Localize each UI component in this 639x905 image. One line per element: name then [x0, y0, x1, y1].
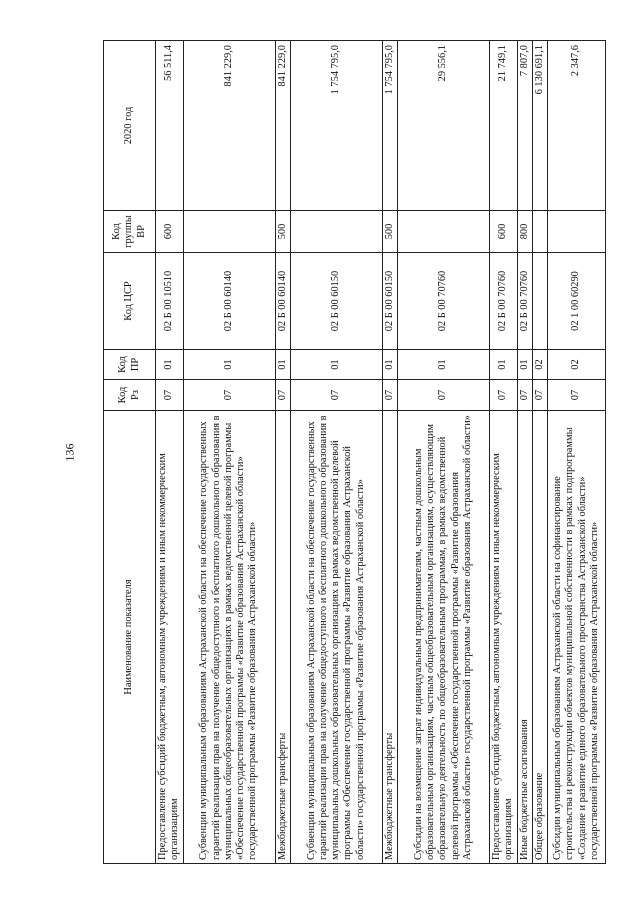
- row-name: Межбюджетные трансферты: [275, 411, 290, 864]
- row-vr: 500: [275, 211, 290, 253]
- row-pr: 02: [548, 350, 606, 380]
- row-csr: 02 Б 00 60150: [290, 253, 382, 350]
- row-name: Иные бюджетные ассигнования: [517, 411, 532, 864]
- row-rz: 07: [548, 380, 606, 411]
- row-csr: [532, 253, 547, 350]
- row-amount: 21 749,1: [490, 41, 518, 211]
- row-amount: 56 511,4: [156, 41, 184, 211]
- row-vr: [183, 211, 275, 253]
- row-name: Предоставление субсидий бюджетным, автономным учреждениям и иным некоммерческим организациям: [156, 411, 184, 864]
- row-csr: 02 1 00 60290: [548, 253, 606, 350]
- row-csr: 02 Б 00 70760: [490, 253, 518, 350]
- row-vr: 600: [156, 211, 184, 253]
- row-amount: 6 130 691,1: [532, 41, 547, 211]
- row-csr: 02 Б 00 70760: [398, 253, 490, 350]
- row-amount: 841 229,0: [275, 41, 290, 211]
- table-row: [382, 41, 397, 864]
- row-csr: 02 Б 00 60140: [183, 253, 275, 350]
- row-rz: 07: [382, 380, 397, 411]
- row-pr: 01: [275, 350, 290, 380]
- row-rz: 07: [517, 380, 532, 411]
- row-amount: 2 347,6: [548, 41, 606, 211]
- row-csr: 02 Б 00 60150: [382, 253, 397, 350]
- row-amount: 1 754 795,0: [290, 41, 382, 211]
- row-rz: 07: [490, 380, 518, 411]
- row-rz: 07: [398, 380, 490, 411]
- row-name: Субсидии муниципальным образованиям Астраханской области на софинансирование строительства и реконструкции объектов муниципальной собственности в рамках подпрограммы «Создание и развитие единого образовательного пространства Астраханской области» государственной программы «Развитие образования Астраханской области»: [548, 411, 606, 864]
- row-csr: 02 Б 00 10510: [156, 253, 184, 350]
- row-pr: 01: [490, 350, 518, 380]
- row-vr: 600: [490, 211, 518, 253]
- row-pr: 01: [156, 350, 184, 380]
- row-name: Субвенции муниципальным образованиям Астраханской области на обеспечение государственных гарантий реализации прав на получение общедоступного и бесплатного дошкольного образования в муниципальных дошкольных образовательных организациях в рамках ведомственной целевой программы «Обеспечение государственной программы «Развитие образования Астраханской области» государственной программы «Развитие образования Астраханской области»: [290, 411, 382, 864]
- table-header-row: [104, 41, 156, 864]
- table-row: [532, 41, 547, 864]
- header-csr: Код ЦСР: [104, 253, 156, 350]
- row-pr: 01: [398, 350, 490, 380]
- header-rz: Код Рз: [104, 380, 156, 411]
- row-rz: 07: [532, 380, 547, 411]
- row-pr: 01: [183, 350, 275, 380]
- table-row: [290, 41, 382, 864]
- row-rz: 07: [275, 380, 290, 411]
- header-name: Наименование показателя: [104, 411, 156, 864]
- row-vr: [532, 211, 547, 253]
- table-row: [490, 41, 518, 864]
- table-row: [183, 41, 275, 864]
- table-row: [548, 41, 606, 864]
- row-vr: [290, 211, 382, 253]
- row-rz: 07: [290, 380, 382, 411]
- table-row: [517, 41, 532, 864]
- row-amount: 7 807,0: [517, 41, 532, 211]
- budget-table: [103, 40, 606, 864]
- row-rz: 07: [156, 380, 184, 411]
- table-row: [398, 41, 490, 864]
- budget-table-container: [103, 41, 600, 864]
- row-vr: 800: [517, 211, 532, 253]
- header-pr: Код ПР: [104, 350, 156, 380]
- table-row: [156, 41, 184, 864]
- row-pr: 01: [290, 350, 382, 380]
- row-pr: 01: [517, 350, 532, 380]
- row-name: Общее образование: [532, 411, 547, 864]
- row-pr: 02: [532, 350, 547, 380]
- row-pr: 01: [382, 350, 397, 380]
- row-amount: 29 556,1: [398, 41, 490, 211]
- header-amount: 2020 год: [104, 41, 156, 211]
- row-csr: 02 Б 00 70760: [517, 253, 532, 350]
- header-vr: Код группы ВР: [104, 211, 156, 253]
- row-name: Предоставление субсидий бюджетным, автономным учреждениям и иным некоммерческим организациям: [490, 411, 518, 864]
- row-csr: 02 Б 00 60140: [275, 253, 290, 350]
- row-name: Субсидии на возмещение затрат индивидуальным предпринимателям, частным дошкольным образовательным организациям, частным общеобразовательным организациям, осуществляющим образовательную деятельность по общеобразовательным программам, в рамках ведомственной целевой программы «Обеспечение государственной программы «Развитие образования Астраханской области» государственной программы «Развитие образования Астраханской области»: [398, 411, 490, 864]
- row-vr: [548, 211, 606, 253]
- row-vr: [398, 211, 490, 253]
- row-name: Межбюджетные трансферты: [382, 411, 397, 864]
- row-vr: 500: [382, 211, 397, 253]
- page-number-text: 136: [62, 443, 77, 461]
- row-rz: 07: [183, 380, 275, 411]
- row-amount: 1 754 795,0: [382, 41, 397, 211]
- row-amount: 841 229,0: [183, 41, 275, 211]
- row-name: Субвенции муниципальным образованиям Астраханской области на обеспечение государственных гарантий реализации прав на получение общедоступного и бесплатного дошкольного образования в муниципальных общеобразовательных организациях в рамках ведомственной целевой программы «Обеспечение государственной программы «Развитие образования Астраханской области» государственной программы «Развитие образования Астраханской области»: [183, 411, 275, 864]
- table-row: [275, 41, 290, 864]
- page-number: [62, 437, 78, 467]
